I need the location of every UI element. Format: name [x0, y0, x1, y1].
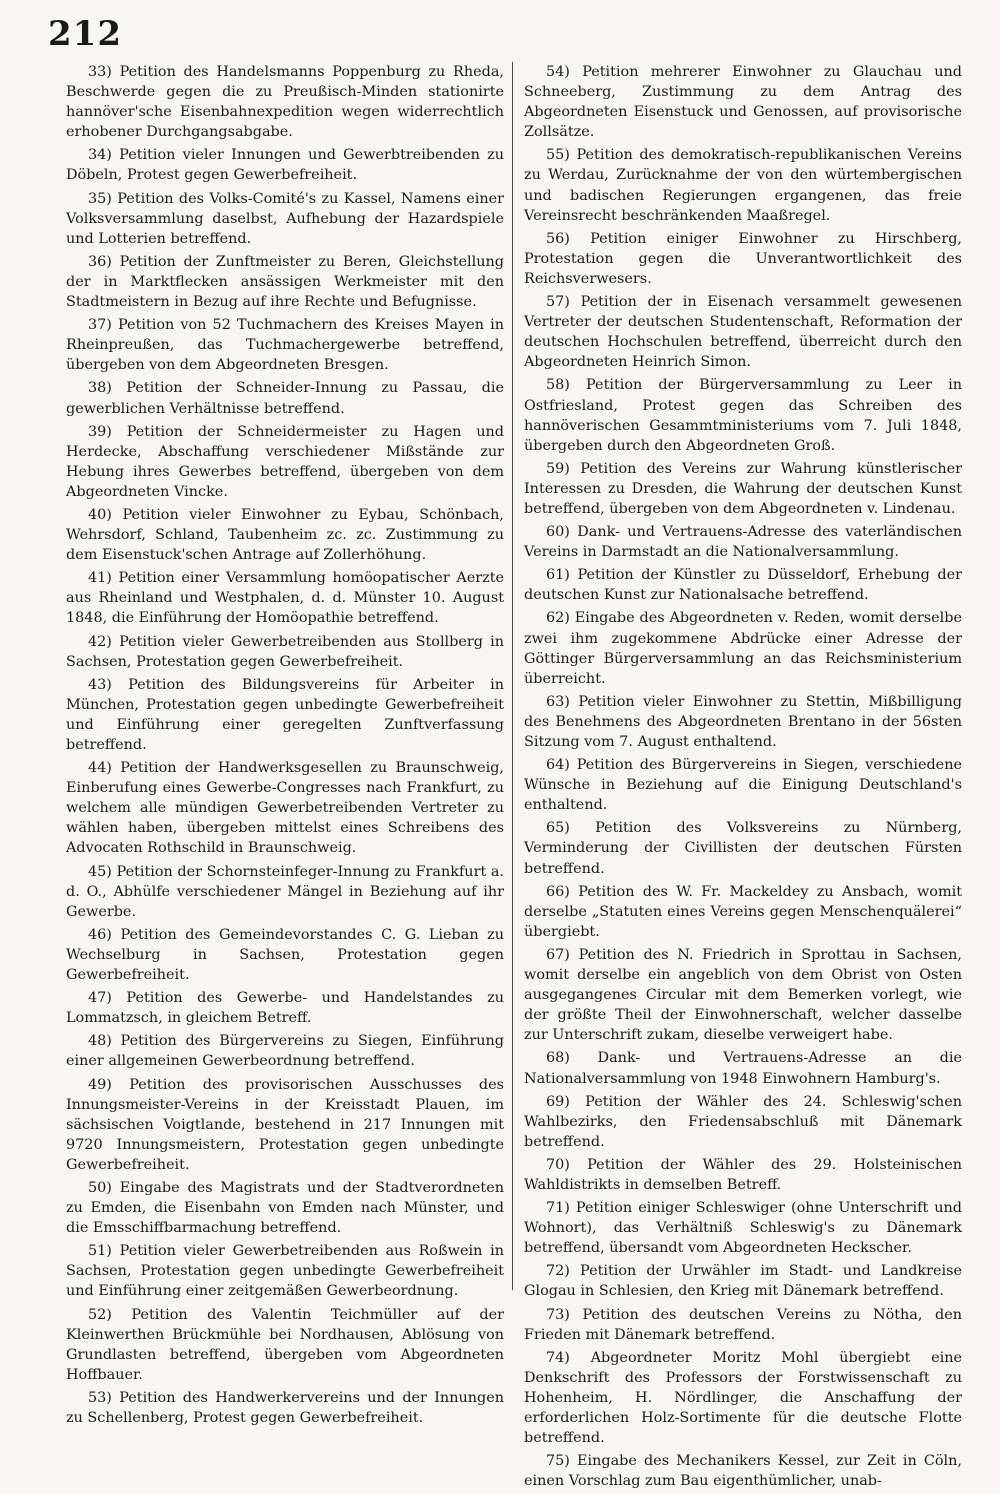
petition-entry: 52) Petition des Valentin Teichmüller auf der Kleinwerthen Brückmühle bei Nordhausen, Ablösung von Grundlasten betreffend, übergeben vom Abgeordneten Hoffbauer. — [66, 1306, 504, 1383]
petition-entry: 65) Petition des Volksvereins zu Nürnberg, Verminderung der Civillisten der deutschen Fürsten betreffend. — [524, 820, 962, 877]
petition-entry: 70) Petition der Wähler des 29. Holsteinischen Wahldistrikts in demselben Betreff. — [524, 1156, 962, 1193]
petition-entry: 37) Petition von 52 Tuchmachern des Kreises Mayen in Rheinpreußen, das Tuchmachergewerbe betreffend, übergeben von dem Abgeordneten Bresgen. — [66, 317, 504, 374]
column-divider — [512, 62, 513, 1290]
petition-entry: 64) Petition des Bürgervereins in Siegen, verschiedene Wünsche in Beziehung auf die Einigung Deutschland's enthaltend. — [524, 757, 962, 814]
petition-entry: 51) Petition vieler Gewerbetreibenden aus Roßwein in Sachsen, Protestation gegen unbedingte Gewerbefreiheit und Einführung einer zeitgemäßen Gewerbeordnung. — [66, 1243, 504, 1300]
petition-entry: 49) Petition des provisorischen Ausschusses des Innungsmeister-Vereins in der Kreisstadt Plauen, im sächsischen Voigtlande, bestehend in 217 Innungen mit 9720 Innungsmeistern, Protestation gegen unbedingte Gewerbefreiheit. — [66, 1076, 504, 1173]
petition-entry: 68) Dank- und Vertrauens-Adresse an die Nationalversammlung von 1948 Einwohnern Hamburg's. — [524, 1050, 962, 1087]
petition-entry: 71) Petition einiger Schleswiger (ohne Unterschrift und Wohnort), das Verhältniß Schleswig's zu Dänemark betreffend, übersandt vom Abgeordneten Heckscher. — [524, 1200, 962, 1257]
petition-entry: 58) Petition der Bürgerversammlung zu Leer in Ostfriesland, Protest gegen das Schreiben des hannöverischen Gesammtministeriums vom 7. Juli 1848, übergeben durch den Abgeordneten Groß. — [524, 377, 962, 454]
petition-entry: 39) Petition der Schneidermeister zu Hagen und Herdecke, Abschaffung verschiedener Mißstände zur Hebung ihres Gewerbes betreffend, übergeben von dem Abgeordneten Vincke. — [66, 423, 504, 500]
petition-entry: 50) Eingabe des Magistrats und der Stadtverordneten zu Emden, die Eisenbahn von Emden nach Münster, und die Emsschiffbarmachung betreffend. — [66, 1179, 504, 1237]
petition-entry: 74) Abgeordneter Moritz Mohl übergiebt eine Denkschrift des Professors der Forstwissenschaft zu Hohenheim, H. Nördlinger, die Anschaffung der erforderlichen Holz-Sortimente für die deutsche Flotte betreffend. — [524, 1349, 962, 1447]
petition-entry: 48) Petition des Bürgervereins zu Siegen, Einführung einer allgemeinen Gewerbeordnung betreffend. — [66, 1033, 504, 1070]
left-column — [66, 62, 504, 1431]
petition-entry: 60) Dank- und Vertrauens-Adresse des vaterländischen Vereins in Darmstadt an die Nationalversammlung. — [524, 524, 962, 561]
petition-entry: 42) Petition vieler Gewerbetreibenden aus Stollberg in Sachsen, Protestation gegen Gewerbefreiheit. — [66, 633, 504, 670]
petition-entry: 67) Petition des N. Friedrich in Sprottau in Sachsen, womit derselbe ein angeblich von dem Obrist von Osten ausgegangenes Circular mit dem Bemerken vorlegt, wie der größte Theil der Einwohnerschaft, welcher dasselbe zur Unterschrift zukam, dieselbe verweigert habe. — [524, 946, 962, 1044]
petition-entry: 69) Petition der Wähler des 24. Schleswig'schen Wahlbezirks, den Friedensabschluß mit Dänemark betreffend. — [524, 1093, 962, 1150]
petition-entry: 66) Petition des W. Fr. Mackeldey zu Ansbach, womit derselbe „Statuten eines Vereins gegen Menschenquälerei“ übergiebt. — [524, 883, 962, 940]
petition-entry: 33) Petition des Handelsmanns Poppenburg zu Rheda, Beschwerde gegen die zu Preußisch-Minden stationirte hannöver'sche Eisenbahnexpedition wegen widerrechtlich erhobener Durchgangsabgabe. — [66, 64, 504, 141]
petition-entry: 57) Petition der in Eisenach versammelt gewesenen Vertreter der deutschen Studentenschaft, Reformation der deutschen Hochschulen betreffend, überreicht durch den Abgeordneten Heinrich Simon. — [524, 294, 962, 371]
petition-entry: 34) Petition vieler Innungen und Gewerbtreibenden zu Döbeln, Protest gegen Gewerbefreiheit. — [66, 147, 504, 184]
petition-entry: 36) Petition der Zunftmeister zu Beren, Gleichstellung der in Marktflecken ansässigen Werkmeister mit den Stadtmeistern in Bezug auf ihre Rechte und Befugnisse. — [66, 253, 504, 311]
petition-entry: 53) Petition des Handwerkervereins und der Innungen zu Schellenberg, Protest gegen Gewerbefreiheit. — [66, 1389, 504, 1426]
petition-entry: 40) Petition vieler Einwohner zu Eybau, Schönbach, Wehrsdorf, Schland, Taubenheim zc. zc. Zustimmung zu dem Eisenstuck'schen Antrage auf Zollerhöhung. — [66, 506, 504, 564]
petition-entry: 45) Petition der Schornsteinfeger-Innung zu Frankfurt a. d. O., Abhülfe verschiedener Mängel in Beziehung auf ihr Gewerbe. — [66, 863, 504, 920]
right-column — [524, 62, 962, 1494]
petition-entry: 35) Petition des Volks-Comité's zu Kassel, Namens einer Volksversammlung daselbst, Aufhebung der Hazardspiele und Lotterien betreffend. — [66, 190, 504, 247]
petition-entry: 47) Petition des Gewerbe- und Handelstandes zu Lommatzsch, in gleichem Betreff. — [66, 990, 504, 1027]
petition-entry: 73) Petition des deutschen Vereins zu Nötha, den Frieden mit Dänemark betreffend. — [524, 1306, 962, 1343]
petition-entry: 61) Petition der Künstler zu Düsseldorf, Erhebung der deutschen Kunst zur Nationalsache betreffend. — [524, 567, 962, 604]
petition-entry: 38) Petition der Schneider-Innung zu Passau, die gewerblichen Verhältnisse betreffend. — [66, 380, 504, 417]
petition-entry: 43) Petition des Bildungsvereins für Arbeiter in München, Protestation gegen unbedingte Gewerbefreiheit und Einführung einer geregelten Zunftverfassung betreffend. — [66, 676, 504, 753]
petition-entry: 56) Petition einiger Einwohner zu Hirschberg, Protestation gegen die Unverantwortlichkeit des Reichsverwesers. — [524, 230, 962, 287]
petition-entry: 63) Petition vieler Einwohner zu Stettin, Mißbilligung des Benehmens des Abgeordneten Brentano in der 56sten Sitzung vom 7. August enthaltend. — [524, 693, 962, 750]
petition-entry: 55) Petition des demokratisch-republikanischen Vereins zu Werdau, Zurücknahme der von den würtembergischen und badischen Regierungen ergangenen, das freie Vereinsrecht beschränkenden Maaßregel. — [524, 147, 962, 224]
petition-entry: 54) Petition mehrerer Einwohner zu Glauchau und Schneeberg, Zustimmung zu dem Antrag des Abgeordneten Eisenstuck und Genossen, auf provisorische Zollsätze. — [524, 64, 962, 141]
petition-entry: 75) Eingabe des Mechanikers Kessel, zur Zeit in Cöln, einen Vorschlag zum Bau eigenthümlicher, unab- — [524, 1453, 962, 1490]
petition-entry: 44) Petition der Handwerksgesellen zu Braunschweig, Einberufung eines Gewerbe-Congresses nach Frankfurt, zu welchem alle mündigen Gewerbetreibenden Vertreter zu wählen haben, übergeben mittelst eines Schreibens des Advocaten Rothschild in Braunschweig. — [66, 760, 504, 857]
petition-entry: 59) Petition des Vereins zur Wahrung künstlerischer Interessen zu Dresden, die Wahrung der deutschen Kunst betreffend, übergeben von dem Abgeordneten v. Lindenau. — [524, 460, 962, 517]
petition-entry: 46) Petition des Gemeindevorstandes C. G. Lieban zu Wechselburg in Sachsen, Protestation gegen Gewerbefreiheit. — [66, 926, 504, 984]
petition-entry: 62) Eingabe des Abgeordneten v. Reden, womit derselbe zwei ihm zugekommene Abdrücke einer Adresse der Göttinger Bürgerversammlung an das Reichsministerium überreicht. — [524, 610, 962, 687]
petition-entry: 72) Petition der Urwähler im Stadt- und Landkreise Glogau in Schlesien, den Krieg mit Dänemark betreffend. — [524, 1263, 962, 1300]
page-number: 212 — [48, 14, 122, 54]
petition-entry: 41) Petition einer Versammlung homöopatischer Aerzte aus Rheinland und Westphalen, d. d. Münster 10. August 1848, die Einführung der Homöopathie betreffend. — [66, 570, 504, 627]
